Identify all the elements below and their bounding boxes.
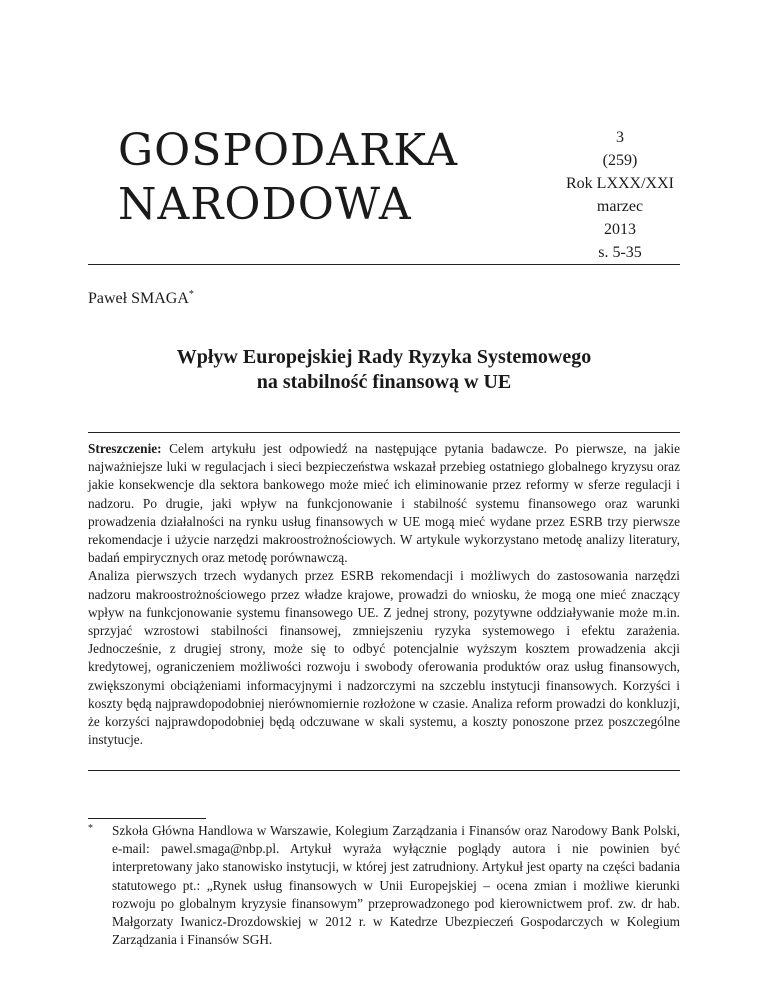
- author: [88, 289, 194, 308]
- abstract-bottom-divider: [88, 770, 680, 771]
- footnote: [88, 822, 680, 949]
- article-title: [88, 345, 680, 395]
- abstract-paragraph-2: Analiza pierwszych trzech wydanych przez ESRB rekomendacji i możliwych do zastosowania narzędzi nadzoru makroostrożnościowego przez władze krajowe, prowadzi do wniosku, że mogą one mieć znaczący wpływ na funkcjonowanie systemu finansowego UE. Z jednej strony, pozytywne oddziaływanie może m.in. sprzyjać wzrostowi stabilności finansowej, zmniejszeniu ryzyka systemowego i efektu zarażenia. Jednocześnie, z drugiej strony, może się to odbyć potencjalnie wyższym kosztem prowadzenia akcji kredytowej, ograniczeniem możliwości rozwoju i swobody oferowania produktów oraz usług finansowych, zwiększonymi obciążeniami informacyjnymi i nadzorczymi na szczeblu instytucji finansowych. Korzyści i koszty będą najprawdopodobniej nierównomiernie rozłożone w czasie. Analiza reform prowadzi do konkluzji, że korzyści najprawdopodobniej będą odczuwane w skali systemu, a koszty ponoszone przez poszczególne instytucje.: [88, 568, 680, 748]
- journal-title-line-2: NARODOWA: [118, 179, 412, 230]
- header-divider: [88, 264, 680, 265]
- issue-number: 3: [616, 129, 624, 146]
- issue-year: 2013: [604, 221, 636, 238]
- abstract-paragraph-1: [88, 440, 680, 567]
- issue-month: marzec: [596, 198, 644, 215]
- issue-serial: (259): [602, 152, 638, 169]
- issue-volume: Rok LXXX/XXI: [566, 175, 674, 192]
- abstract-text-1: Celem artykułu jest odpowiedź na następujące pytania badawcze. Po pierwsze, na jakie najważniejsze luki w regulacjach i sieci bezpieczeństwa wskazał przebieg ostatniego globalnego kryzysu oraz jakie konsekwencje dla sektora bankowego może mieć ich eliminowanie przez reformy w sferze regulacji i nadzoru. Po drugie, jaki wpływ na funkcjonowanie i stabilność systemu finansowego oraz warunki prowadzenia działalności na rynku usług finansowych w UE mogą mieć wydane przez ESRB trzy pierwsze rekomendacje i użycie narzędzi makroostrożnościowych. W artykule wykorzystano metodę analizy literatury, badań empirycznych oraz metodę porównawczą.: [88, 441, 680, 566]
- abstract-label: Streszczenie:: [88, 441, 162, 456]
- footnote-divider: [88, 818, 206, 819]
- abstract-top-divider: [88, 432, 680, 433]
- abstract: [88, 440, 680, 749]
- author-footnote-mark: *: [188, 289, 194, 300]
- author-name: Paweł SMAGA: [88, 290, 189, 307]
- issue-pages: s. 5-35: [598, 244, 642, 261]
- article-title-line-2: na stabilność finansową w UE: [256, 371, 512, 393]
- journal-title-line-1: GOSPODARKA: [118, 125, 459, 176]
- footnote-text: Szkoła Główna Handlowa w Warszawie, Kolegium Zarządzania i Finansów oraz Narodowy Bank Polski, e-mail: pawel.smaga@nbp.pl. Artykuł wyraża wyłącznie poglądy autora i nie powinien być interpretowany jako stanowisko instytucji, w której jest zatrudniony. Artykuł jest oparty na części badania statutowego pt.: „Rynek usług finansowych w Unii Europejskiej – ocena zmian i możliwe kierunki rozwoju po globalnym kryzysie finansowym” przeprowadzonego pod kierownictwem prof. zw. dr hab. Małgorzaty Iwanicz-Drozdowskiej w 2012 r. w Katedrze Ubezpieczeń Gospodarczych w Kolegium Zarządzania i Finansów SGH.: [112, 823, 680, 948]
- issue-info: [560, 126, 680, 264]
- journal-title: [118, 124, 458, 232]
- footnote-mark: *: [88, 823, 93, 834]
- article-title-line-1: Wpływ Europejskiej Rady Ryzyka Systemowego: [176, 346, 592, 368]
